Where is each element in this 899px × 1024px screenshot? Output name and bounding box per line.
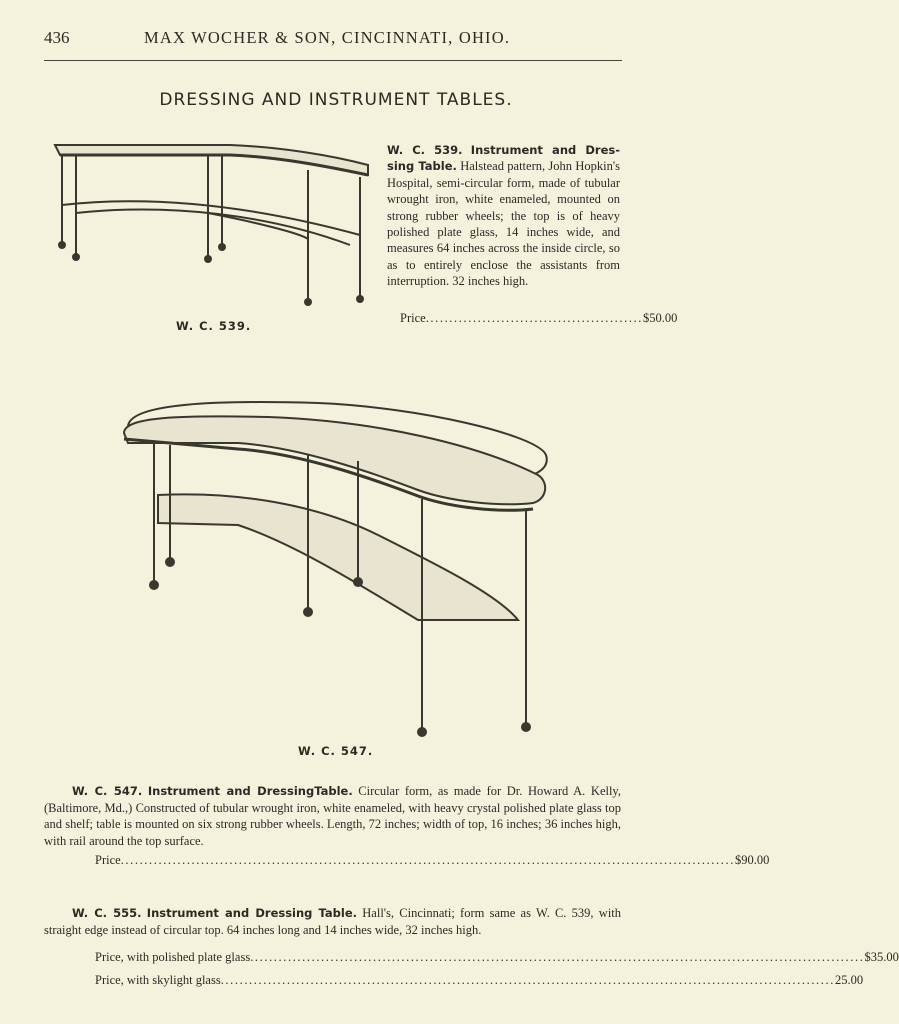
wc539-price-line: Price .............................................. $50.00 <box>400 311 678 325</box>
wc539-description-block <box>387 142 620 290</box>
wc555-price1-line: Price, with polished plate glass .................................................................................................................................. $35.00 <box>95 950 899 964</box>
wc539-description: Halstead pattern, John Hopkin's Hospital, semi-circular form, made of tubular wrought iron, white enameled, mounted on strong rubber wheels; the top is of heavy polished plate glass, 14 inches wide, and measures 64 inches across the inside circle, so as to entirely enclose the assistants from interruption. 32 inches high. <box>387 159 620 289</box>
header-rule <box>44 60 622 61</box>
wc547-name: Instrument and DressingTable. <box>147 784 353 798</box>
page-number: 436 <box>44 28 70 47</box>
wc547-heading: W. C. 547. <box>72 784 143 798</box>
wc539-price-label: Price <box>400 311 426 325</box>
wc555-price1-label: Price, with polished plate glass <box>95 950 251 964</box>
wc547-price-line: Price .................................................................................................................................. $90.00 <box>95 853 770 867</box>
wc547-description: Circular form, as made for Dr. Howard A. Kelly, (Baltimore, Md.,) Constructed of tubular wrought iron, white enameled, with heavy crystal polished plate glass top and shelf; table is mounted on six strong rubber wheels. Length, 72 inches; width of top, 16 inches; 36 inches high, with rail around the top surface. <box>44 784 621 848</box>
wc547-price: $90.00 <box>734 853 770 867</box>
wc547-caption: W. C. 547. <box>298 744 374 758</box>
wc555-description-block <box>44 905 621 938</box>
wc555-heading: W. C. 555. <box>72 906 142 920</box>
wc555-price2: 25.00 <box>834 973 864 987</box>
wc547-price-label: Price <box>95 853 121 867</box>
wc555-description: Hall's, Cincinnati; form same as W. C. 539, with straight edge instead of circular top. 64 inches long and 14 inches wide, 32 inches high. <box>44 906 622 937</box>
wc555-price2-line: Price, with skylight glass .................................................................................................................................. 25.00 <box>95 973 864 987</box>
wc539-price: $50.00 <box>643 311 678 325</box>
running-title: MAX WOCHER & SON, CINCINNATI, OHIO. <box>144 28 511 47</box>
table-547-illustration <box>118 395 558 740</box>
wc547-description-block <box>44 783 621 849</box>
page-header <box>44 28 619 54</box>
page-title: DRESSING AND INSTRUMENT TABLES. <box>159 90 513 110</box>
wc539-name: Instrument and Dres- sing Table. <box>387 143 620 174</box>
wc555-price2-label: Price, with skylight glass <box>95 973 221 987</box>
wc539-heading: W. C. 539. <box>387 143 463 157</box>
table-539-illustration <box>50 135 380 315</box>
wc555-name: Instrument and Dressing Table. <box>146 906 358 920</box>
wc539-caption: W. C. 539. <box>176 319 252 333</box>
wc555-price1: $35.00 <box>864 950 899 964</box>
